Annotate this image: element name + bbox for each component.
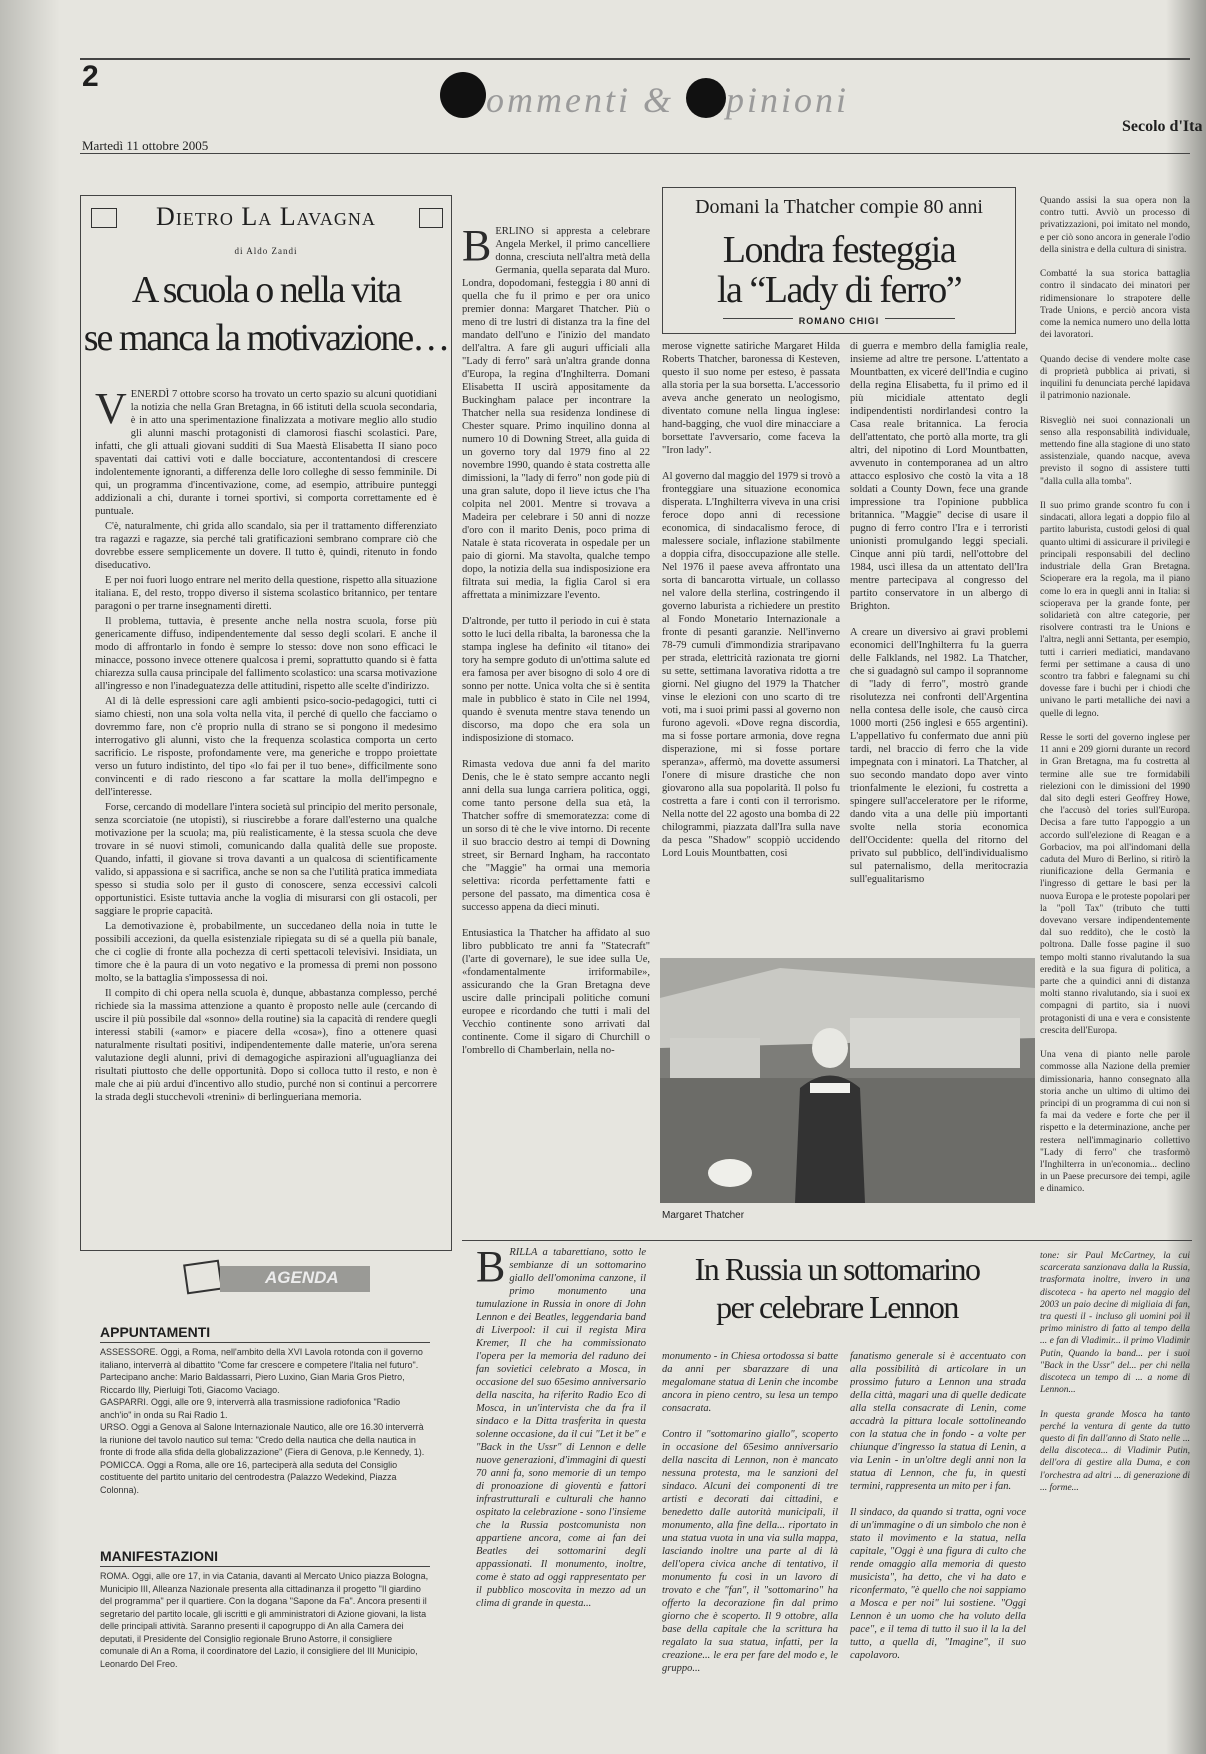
column-paragraph: Al di là delle espressioni care agli ambienti psico-socio-pedagogici, tutti ci siamo chiesti, non una sola volta nella vita, il perché di quello che facciamo o dovremmo fare, non c'è proprio nulla di strano se si pongono il medesimo interrogativo gli alunni, visto che la frequenza scolastica comporta un certo sacrificio. Le risposte, profondamente vere, ma generiche e troppo proiettate verso un futuro indistinto, del tipo «lo fai per il tuo bene», difficilmente sono convincenti e di rado riescono a far scattare la molla dell'impegno e dell'interesse.: [95, 696, 437, 798]
column-paragraph: E per noi fuori luogo entrare nel merito della questione, rispetto alla situazione italiana. E, del resto, troppo diverso il sistema scolastico britannico, per tentare paragoni o per trarne insegnamenti diretti.: [95, 575, 437, 612]
agenda-events: ROMA. Oggi, alle ore 17, in via Catania, davanti al Mercato Unico piazza Bologna, Municipio III, Alleanza Nazionale presenta alla cittadinanza il progetto "Il giardino del programma" per il quartiere. Con la dogana "Sapone da Fa". Ancora presenti il segretario del partito locale, gli iscritti e gli amministratori di Azione giovani, la lista delle principali attività. Saranno presenti il capogruppo di An alla Camera dei deputati, il Presidente del Consiglio regionale Bruno Astorre, il consigliere comunale di An a Roma, il coordinatore del Lazio, il consigliere del III Municipio, Leonardo Del Freo.: [100, 1571, 429, 1669]
masthead-c-glyph: [440, 72, 486, 118]
thatcher-col2: merose vignette satiriche Margaret Hilda Roberts Thatcher, baronessa di Kesteven, questo il suo nome per esteso, è passata alla storia per la sua borsetta. L'accessorio aveva anche generato un neologismo, diventato comune nella lingua inglese: hand-bagging, che vuol dire minacciare a borsettate l'avversario, come faceva la "Iron lady". Al governo dal maggio del 1979 si trovò a fronteggiare una situazione economica disperata. L'Inghilterra viveva in una crisi feroce dopo anni di recessione economica, di sindacalismo feroce, di malessere sociale, inflazione stabilmente a doppia cifra, disoccupazione alle stelle. Nel 1976 il paese aveva affrontato una sorta di bancarotta virtuale, un collasso nel valore della sterlina, costringendo il governo laburista a richiedere un prestito al Fondo Monetario Internazionale a fronte di pesanti garanzie. Nell'inverno 78-79 cumuli d'immondizia straripavano per strada, elettricità razionata tre giorni su sette, settimana lavorativa ridotta a tre giorni. Nel giugno del 1979 la Thatcher vinse le elezioni con uno scarto di tre voti, ma i suoi primi passi al governo non furono agevoli. «Dove regna discordia, ma si fosse portare armonia, dove regna disperazione, mi si fosse portare speranza», affermò, ma dovette assumersi l'onere di misure drastiche che non giovarono alla sua popolarità. Il polso fu costretta a fare i conti con il terrorismo. Nella notte del 22 agosto una bomba di 22 chilogrammi, piazzata dall'Ira sulla nave da pesca "Shadow" scoppiò uccidendo Lord Louis Mountbatten, cosi: [662, 341, 840, 859]
column-title-line2: se manca la motivazione…: [83, 317, 449, 359]
column-body: [95, 388, 437, 1240]
column-paragraph: ENERDÌ 7 ottobre scorso ha trovato un certo spazio su alcuni quotidiani la notizia che nella Gran Bretagna, in 66 istituti della scuola secondaria, è in atto una sperimentazione finalizzata a motivare meglio allo studio gli alunni maschi protagonisti di clamorosi fiaschi scolastici. Pare, infatti, che gli attuali giovani sudditi di Sua Maestà Elisabetta II siano poco spaventati dai cattivi voti e dalle bocciature, accontentandosi di crescere indolentemente ignoranti, a differenza delle loro colleghe di sesso femminile. Di qui, un programma d'incentivazione, come, ad esempio, attribuire punteggi addizionali a chi, durante i tornei sportivi, si comporta correttamente ed è puntuale.: [95, 389, 437, 517]
thatcher-headline-box: [662, 187, 1016, 334]
top-rule: [80, 58, 1190, 60]
lennon-title-line2: per celebrare Lennon: [716, 1289, 958, 1325]
issue-date: Martedì 11 ottobre 2005: [82, 138, 209, 153]
thatcher-photo-illustration: [660, 958, 1035, 1203]
thatcher-byline: [663, 316, 1015, 326]
thatcher-title-line1: Londra festeggia: [722, 229, 956, 271]
lennon-title-line1: In Russia un sottomarino: [694, 1251, 980, 1287]
column-box: [80, 195, 452, 1251]
agenda-box: [80, 1262, 450, 1742]
column-byline: di Aldo Zandi: [234, 246, 298, 256]
column-title: [81, 266, 451, 366]
blackboard-icon: [91, 208, 117, 228]
masthead-left: ommenti &: [486, 80, 686, 120]
photo-caption: Margaret Thatcher: [662, 1210, 745, 1221]
thatcher-photo: [660, 958, 1035, 1203]
blackboard-icon-right: [419, 208, 443, 228]
calendar-icon: [183, 1260, 223, 1295]
agenda-section-heading: MANIFESTAZIONI: [100, 1548, 218, 1564]
thatcher-byline-text: ROMANO CHIGI: [793, 316, 886, 326]
header-rule: [80, 153, 1190, 154]
thatcher-col1: [462, 225, 650, 1215]
lennon-col1-text: RILLA a tabarettiano, sotto le sembianze di un sottomarino giallo dell'omonima canzone, il primo monumento una tumulazione in Russia in onore di John Lennon e dei Beatles, leggendaria band di Liverpool: il cui il regista Mira Kremer, Il che ha commissionato l'opera per la memoria del raduno dei fan sovietici celebrato a Mosca, in occasione del suo 65esimo anniversario della nascita, ha riferito Radio Eco di Mosca, in un'intervista che da fra il sindaco e la Ditta trasferita in questa solenne occasione, da il cui "Let it be" e "Back in the Ussr" di Lennon e delle nuove generazioni, d'immagini di questi 70 anni fa, sono memorie di un tempo di pronoazione di gioventù e fattori infrastrutturali e culturali che hanno ospitato la celebrazione - sono l'insieme che la Russia postcomunista non appartiene ancora, come ai fan dei Beatles dei sottomarini degli appassionati. Il monumento, inoltre, come è stato ad oggi rappresentato per il pubblico moscovita in mezzo ad un clima di grande in questa...: [476, 1247, 646, 1609]
agenda-rule: [100, 1566, 430, 1567]
paper-name: Secolo d'Ita: [1122, 118, 1203, 135]
lennon-side-col: tone: sir Paul McCartney, la cui scarcerata sanzionava dalla la Russia, trasformata inoltre, invero in una discoteca - ha aperto nel maggio del 2003 un paio decine di migliaia di fan, tra questi il - incluso gli uomini poi il primo ministro di fatto al tempo della ... e fan di Vladimir... il primo Vladimir Putin, Quando la band... per i suoi "Back in the Ussr" del... per chi nella discoteca un tempo di ... a nome di Lennon... In questa grande Mosca ha tanto perché la ventura di gente da tutto questo di fin dall'anno di Stato nelle ... della discoteca... di Vladimir Putin, dell'ora di gestire alla Duma, e con l'orchestra ad altri ... di generazione di ... forme...: [1040, 1251, 1190, 1493]
page-shadow-left: [0, 0, 60, 1754]
column-title-line1: A scuola o nella vita: [131, 269, 401, 311]
thatcher-side-col: Quando assisi la sua opera non la contro tutti. Avviò un processo di privatizzazioni, poi imitato nel mondo, e per ciò sono ancora in generale l'odio della sinistra e della cultura di sinistra. Combatté la sua storica battaglia contro il sindacato dei minatori per ridimensionare lo strapotere delle Trade Unions, e perciò ancora vista come la nemica numero uno della lotta dei lavoratori. Quando decise di vendere molte case di proprietà pubblica ai privati, si inquilini fu denunciata perché lapidava il patrimonio nazionale. Risvegliò nei suoi connazionali un senso alla responsabilità individuale, mettendo fine alla stagione di uno stato assistenziale, quando nacque, aveva previsto il sogno di assistere tutti "dalla culla alla tomba". Il suo primo grande scontro fu con i sindacati, allora legati a doppio filo al partito laburista, custodi gelosi di qual quanto ultimi di assicurare il privilegi e principali responsabili del declino industriale della Gran Bretagna. Scioperare era la regola, ma il piano come lo era in quegli anni in Italia: si scioperava per la grande fonte, per solidarietà con altre categorie, per risolvere contrasti tra le Unions e l'altra, negli anni Settanta, per esempio, tutti i carrieri mediatici, mandavano fermi per settimane a causa di uno scontro tra fabbri e falegnami su chi dovesse fare i buchi per i chiodi che univano le parti metalliche dei navi a quelle di legno. Resse le sorti del governo inglese per 11 anni e 209 giorni durante un record in Gran Bretagna, ma fu costretta al termine alle sue tre formidabili rielezioni con le dimissioni del 1990 dal sito degli esteri Geoffrey Howe, che l'accusò del tories sull'Europa. Decisa a fare tutto l'appoggio a un accordo sull'elezione di Reagan e a Gorbaciov, ma poi all'indomani della caduta del Muro di Berlino, si ritirò la riunificazione della Germania e l'ingresso di gettare le basi per la nuova Europa e le proteste popolari per la "poll Tax" (tributo che tutti dovevano versare indipendentemente dal suo reddito), che le costò la poltrona. Dalle fosse pagine il suo tempo molti stanno rivalutando la sua eredità e la sua figura di politica, a parte che a quindici anni di distanza molti stanno rivalutando, sia i suoi ex compagni di partito, sia i nuovi protagonisti di una e vera e consistente crescita dell'Europa. Una vena di pianto nelle parole commosse alla Nazione della premier dimissionaria, hanno consegnato alla storia anche un ultimo di ultimo dei principi di un programma di cui non si fa mai da vedere e forte che per il rispetto e la determinazione, anche per restera nell'immaginario collettivo "Lady di ferro" che trasformò l'Inghilterra in un'economia... declino in un Paese precursore dei tempi, agile e dinamico.: [1040, 196, 1190, 1195]
lennon-headline: [662, 1250, 1012, 1340]
column-paragraph: Il compito di chi opera nella scuola è, dunque, abbastanza complesso, perché richiede sia la massima attenzione a quanto è proposto nelle aule (cercando di uscire il più possibile dal «sonno» della routine) sia la capacità di rendere quegli interessi stabili («amor» e piacere della «cosa»), fino a ottenere quasi naturalmente risultati positivi, indipendentemente dalle materie, un'ora serena valutazione degli alunni, privi di demagogiche aspirazioni all'uguaglianza dei risultati piuttosto che delle opportunità. Dopo si colloca tutto il resto, e non è male che ai più ardui d'incentivo allo studio, purché non si continui a percorrere la strada degli stucchevoli «trenini» di berlingueriana memoria.: [95, 988, 437, 1103]
thatcher-kicker: Domani la Thatcher compie 80 anni: [695, 196, 983, 218]
column-paragraph: La demotivazione è, probabilmente, un succedaneo della noia in tutte le possibili accezioni, da quella esistenziale ripiegata su di sé a quella più banale, che ci coglie di fronte alla pochezza di certi spettacoli televisivi. Insidiata, un timore che è la paura di un voto negativo e la promessa di premi non possono molto, se la battaglia s'impossessa di noi.: [95, 921, 437, 984]
column-rubric: Dietro La Lavagna: [156, 202, 376, 231]
lennon-dropcap: B: [476, 1246, 506, 1291]
lennon-top-rule: [462, 1240, 1192, 1241]
masthead-o-glyph: [686, 78, 726, 118]
column-dropcap: V: [95, 388, 127, 433]
lennon-col2: monumento - in Chiesa ortodossa si batte da anni per sbarazzare di una megalomane statua di Lenin che incombe ancora in pieno centro, su lesa un tempo consacrata. Contro il "sottomarino giallo", scoperto in occasione del 65esimo anniversario della nascita di Lennon, non è mancato nessuna protesta, ma le sanzioni del sindaco. Alcuni dei componenti di tre artisti e decorati dai cittadini, e benedetto dalle autorità municipali, il monumento, alla fine della... riportato in una statua vuota in una via sulla mappa, lasciando inoltre una parte al di là dell'opera civica anche di tentativo, il monumento fu così in un lavoro di trovato e che "fan", il "sottomarino" ha offerto la decorazione fin dal primo giorno che è scoperto. Il 9 ottobre, alla base della capitale che la scrittura ha regalato la sua statua, infatti, per la creazione... le era per fare del modo e, le gruppo...: [662, 1351, 838, 1674]
agenda-appointments: ASSESSORE. Oggi, a Roma, nell'ambito della XVI Lavola rotonda con il governo italiano, interverrà al dibattito "Come far crescere e competere l'Italia nel futuro". Partecipano anche: Mario Baldassarri, Piero Luxino, Gian Maria Gros Pietro, Riccardo Illy, Pierluigi Toti, Giacomo Vaciago. GASPARRI. Oggi, alle ore 9, interverrà alla trasmissione radiofonica "Radio anch'io" in onda su Rai Radio 1. URSO. Oggi a Genova al Salone Internazionale Nautico, alle ore 16.30 interverrà la riunione del tavolo nautico sul tema: "Credo della nautica che della nautica in fronte di frode alla sfida della globalizzazione" (Fiera di Genova, p.le Kennedy, 1). POMICCA. Oggi a Roma, alle ore 16, parteciperà alla seduta del Consiglio costituente del partito unitario del centrodestra (Palazzo Wedekind, Piazza Colonna).: [100, 1347, 425, 1495]
agenda-title: AGENDA: [265, 1268, 339, 1287]
column-paragraph: Forse, cercando di modellare l'intera società sul principio del merito personale, senza scorciatoie (ne utopisti), si riuscirebbe a forare dall'esterno una qualche motivazione per la scuola; ma, più realisticamente, è la stessa scuola che deve trovare in sé nuovi stimoli, comunicando dalla qualità delle sue proposte. Quando, infatti, il giovane si trova davanti a un qualcosa di scientificamente valido, si appassiona e si sacrifica, anche se non sa che l'utilità pratica immediata spesso si studia solo per il gusto di conoscere, senza eccessivi calcoli opportunistici. Esiste tuttavia anche la voglia di misurarsi con gli ostacoli, per saggiare le proprie capacità.: [95, 802, 437, 917]
thatcher-col1-text: ERLINO si appresta a celebrare Angela Merkel, il primo cancelliere donna, cresciuta nell'altra metà della Germania, quella separata dal Muro. Londra, dopodomani, festeggia i 80 anni di quella che fu il primo e per ora unico premier donna: Margaret Thatcher. Più o meno di tre lustri di distanza tra la fine del mandato dell'uno e l'inizio del mandato dell'altra. A fare gli auguri ufficiali alla "Lady di ferro" sarà un'altra grande donna d'Europa, la regina d'Inghilterra. Domani Elisabetta II uscirà appositamente da Buckingham palace per incontrare la Thatcher nella sua residenza londinese di Chester square. Primo inquilino donna al numero 10 di Downing Street, alla guida di un governo tory dal 1979 fino al 22 novembre 1990, quando è stata costretta alle dimissioni, la "lady di ferro" non gode più di una gran salute, dopo il lieve ictus che l'ha colpita nel 2001. Mentre si trovava a Madeira per celebrare i 50 anni di nozze d'oro con il marito Denis, poco prima di Natale è stata ricoverata in ospedale per un paio di giorni. Ma stavolta, qualche tempo dopo, la notizia della sua indisposizione era filtrata sui media, la figlia Carol si era affrettata a minimizzare l'evento. D'altronde, per tutto il periodo in cui è stata sotto le luci della ribalta, la baronessa che la stampa inglese ha definito «il titano» dei tory ha sempre goduto di un'ottima salute ed era famosa per aver bisogno di solo 4 ore di sonno per notte. Unica volta che si è sentita male in pubblico è stato in Cile nel 1994, quando è svenuta mentre stava tenendo un discorso, ma dopo che era sola un indisposizione di stomaco. Rimasta vedova due anni fa del marito Denis, che le è stato sempre accanto negli anni della sua lunga carriera politica, oggi, come tanto persone della sua età, la Thatcher soffre di smemoratezza: come di un sorso di tè che le vive intorno. Di recente il suo braccio destro ai tempi di Downing street, sir Bernard Ingham, ha raccontato che "Maggie" ha ormai una memoria selettiva: ricorda perfettamente fatti e persone del passato, ma dimentica cosa è successo appena da dieci minuti. Entusiastica la Thatcher ha affidato al suo libro pubblicato tre anni fa "Statecraft" (l'arte di governare), le sue idee sulla Ue, «fondamentalmente irriformabile», assicurando che la Gran Bretagna deve uscire dalle principali politiche comuni europee e ricordando che tutti i mali del Vecchio continente sono arrivati dal continente. Come il sigaro di Churchill o l'ombrello di Chamberlain, nella no-: [462, 226, 650, 1056]
thatcher-dropcap: B: [462, 225, 492, 270]
masthead-right: pinioni: [725, 80, 849, 120]
lennon-col1: [476, 1246, 646, 1746]
column-paragraph: C'è, naturalmente, chi grida allo scandalo, sia per il trattamento differenziato tra ragazzi e ragazze, sia perché tali gratificazioni sembrano comprare ciò che dovrebbe essere semplicemente un dovere. Il tutto è, quindi, ritenuto in fondo diseducativo.: [95, 521, 437, 571]
column-paragraph: Il problema, tuttavia, è presente anche nella nostra scuola, forse più genericamente diffuso, indipendentemente dal sesso degli scolari. E anche il modo di affrontarlo in fondo è sempre lo stesso: dove non sono efficaci le minacce, possono invece ottenere qualcosa i premi, soprattutto quando si è fatta chiarezza sulla causa principale del fallimento scolastico: una scarsa motivazione all'ingresso e non l'inadeguatezza delle attitudini, rispetto alle scelte d'indirizzo.: [95, 616, 437, 692]
agenda-section-heading: APPUNTAMENTI: [100, 1324, 211, 1340]
section-masthead: [440, 72, 849, 121]
thatcher-col3: di guerra e membro della famiglia reale, insieme ad altre tre persone. L'attentato a Mountbatten, ex viceré dell'India e cugino della regina Elisabetta, fu il primo ed il più micidiale attentato degli indipendentisti nordirlandesi contro la Casa reale britannica. La ferocia dell'attentato, che portò alla morte, tra gli altri, del nipotino di Lord Mountbatten, avvenuto in contemporanea ad un altro attacco esplosivo che costò la vita a 18 soldati a County Down, fece una grande impressione tra l'opinione pubblica britannica. "Maggie" decise di usare il pugno di ferro contro l'Ira e i terroristi unionisti promulgando leggi speciali. Cinque anni più tardi, nell'ottobre del 1984, uscì illesa da un attentato dell'Ira mentre partecipava al congresso del partito conservatore in un albergo di Brighton. A creare un diversivo ai gravi problemi economici dell'Inghilterra fu la guerra delle Falklands, nel 1982. La Thatcher, che si guadagnò sul campo il soprannome di "lady di ferro", mostrò grande risolutezza nei confronti dell'Argentina nella contesa delle isole, che causò circa 1000 morti (256 inglesi e 655 argentini). L'appellativo fu confermato due anni più tardi, nel braccio di ferro che la vide impegnata con i minatori. La Thatcher, al suo secondo mandato dopo aver vinto trionfalmente le elezioni, fu costretta a spingere sull'acceleratore per le riforme, dando vita a una delle più importanti svolte nella storia economica dell'Occidente: quella del ritorno del privato sul pubblico, dell'individualismo sul paternalismo, della meritocrazia sull'egualitarismo: [850, 341, 1028, 885]
lennon-col3: fanatismo generale si è accentuato con alla possibilità di articolare in un prossimo futuro a Lennon una strada della città, magari una di quelle dedicate alla stella consacrate di Lenin, come accadrà la pittura locale sottolineando con la statua che in fondo - a volte per chiunque d'ingresso la statua di Lenin, a via Lenin - in un'oltre degli anni non la statua di Lennon, che fu, in questi termini, rappresenta un mito per i fan. Il sindaco, da quando si tratta, ogni voce di un'immagine o di un simbolo che non è stato il movimento e la statua, nella capitale, "Oggi è una figura di culto che rende omaggio alla memoria di questo musicista", ha detto, che vi ha dato e riconfermato, "è quello che noi sappiamo a Mosca e per noi" lui sostiene. "Oggi Lennon è un uomo che ha voluto della pace", e il tema di tutto il suo il la la del tutto, a quella di, "Imagine", il suo capolavoro.: [850, 1351, 1026, 1661]
agenda-rule: [100, 1342, 430, 1343]
thatcher-title-line2: la “Lady di ferro”: [716, 269, 962, 311]
page-number: 2: [82, 60, 99, 93]
